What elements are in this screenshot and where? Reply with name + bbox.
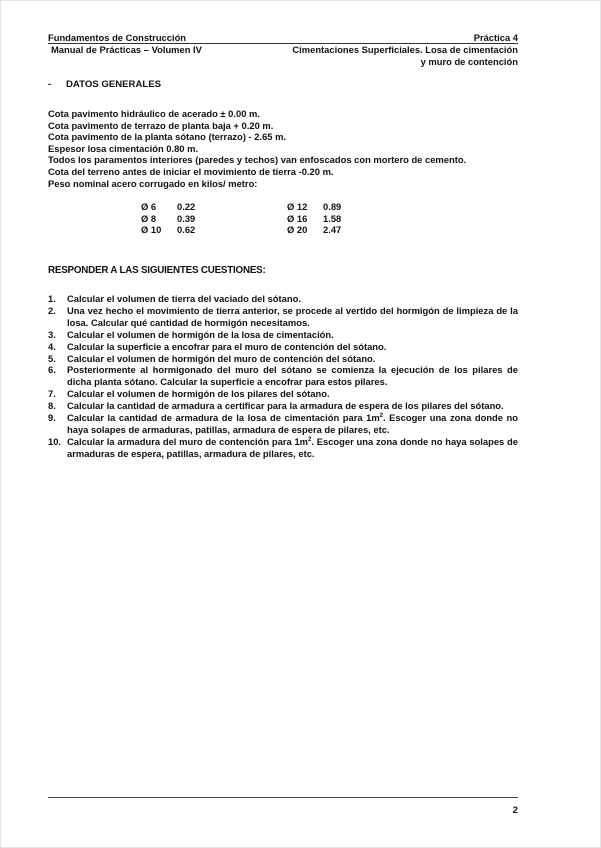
- steel-row: [287, 201, 367, 213]
- diameter: Ø 20: [287, 224, 308, 236]
- general-data-list: [48, 108, 528, 189]
- steel-row: [287, 213, 367, 225]
- steel-row: [287, 224, 367, 236]
- steel-table-left: [141, 201, 221, 236]
- data-line: Peso nominal acero corrugado en kilos/ metro:: [48, 177, 258, 189]
- diameter: Ø 8: [141, 212, 157, 224]
- question-item: 10. Calcular la armadura del muro de contención para $1m^2$. Escoger una zona donde no haya solapes de armaduras de espera, patillas, armadura de pilares, etc.: [48, 435, 518, 459]
- header-row-1: [48, 32, 518, 43]
- diameter: Ø 6: [141, 201, 157, 212]
- diameter: Ø 12: [287, 201, 308, 212]
- question-item: 2. Una vez hecho el movimiento de tierra anterior, se procede al vertido del hormigón de limpieza de la losa. Calcular qué cantidad de hormigón necesitamos.: [48, 304, 518, 328]
- questions-heading: RESPONDER A LAS SIGUIENTES CUESTIONES:: [48, 265, 266, 276]
- practice-subject-cont: y muro de contención: [420, 56, 518, 67]
- question-item: 1. Calcular el volumen de tierra del vaciado del sótano.: [48, 293, 301, 304]
- steel-row: [141, 201, 221, 213]
- weight: 0.62: [177, 224, 196, 236]
- diameter: Ø 16: [287, 212, 308, 224]
- question-item: 6. Posteriormente al hormigonado del muro del sótano se comienza la ejecución de los pilares de dicha planta sótano. Calcular la superficie a encofrar para estos pilares.: [48, 364, 518, 388]
- practice-number: Práctica 4: [473, 32, 518, 43]
- question-item: 7. Calcular el volumen de hormigón de los pilares del sótano.: [48, 388, 330, 400]
- practice-subject: Cimentaciones Superficiales. Losa de cimentación: [292, 44, 518, 55]
- question-item: 9. Calcular la cantidad de armadura de la losa de cimentación para $1m^2$. Escoger una zona donde no haya solapes de armaduras, patillas, armadura de espera de pilares, etc.: [48, 412, 518, 435]
- general-data-title: DATOS GENERALES: [66, 79, 162, 90]
- course-title: Fundamentos de Construcción: [48, 32, 187, 43]
- data-line: Espesor losa cimentación 0.80 m.: [48, 142, 199, 154]
- questions-list: [48, 293, 518, 460]
- weight: 0.39: [177, 212, 196, 224]
- data-line: Cota pavimento hidráulico de acerado ± 0.00 m.: [48, 108, 260, 119]
- bullet-dash: -: [48, 79, 52, 90]
- data-line: Cota pavimento de terrazo de planta baja + 0.20 m.: [48, 119, 274, 131]
- header-row-2: [48, 44, 518, 55]
- general-data-heading: [48, 79, 161, 90]
- page-number: 2: [512, 805, 518, 816]
- footer-divider: [48, 797, 518, 798]
- data-line: Cota pavimento de la planta sótano (terrazo) - 2.65 m.: [48, 131, 287, 143]
- steel-row: [141, 213, 221, 225]
- steel-table-right: [287, 201, 367, 236]
- manual-title: Manual de Prácticas – Volumen IV: [51, 44, 202, 55]
- question-item: 5. Calcular el volumen de hormigón del muro de contención del sótano.: [48, 352, 376, 364]
- weight: 2.47: [323, 224, 342, 236]
- diameter: Ø 10: [141, 224, 162, 236]
- weight: 0.22: [177, 201, 196, 212]
- question-item: 4. Calcular la superficie a encofrar para el muro de contención del sótano.: [48, 340, 387, 352]
- weight: 1.58: [323, 212, 342, 224]
- weight: 0.89: [323, 201, 342, 212]
- data-line: Todos los paramentos interiores (paredes y techos) van enfoscados con mortero de cemento.: [48, 154, 467, 166]
- steel-row: [141, 224, 221, 236]
- question-item: 3. Calcular el volumen de hormigón de la losa de cimentación.: [48, 328, 334, 340]
- question-item: 8. Calcular la cantidad de armadura a certificar para la armadura de espera de los pilares del sótano.: [48, 400, 504, 412]
- data-line: Cota del terreno antes de iniciar el movimiento de tierra -0.20 m.: [48, 165, 334, 177]
